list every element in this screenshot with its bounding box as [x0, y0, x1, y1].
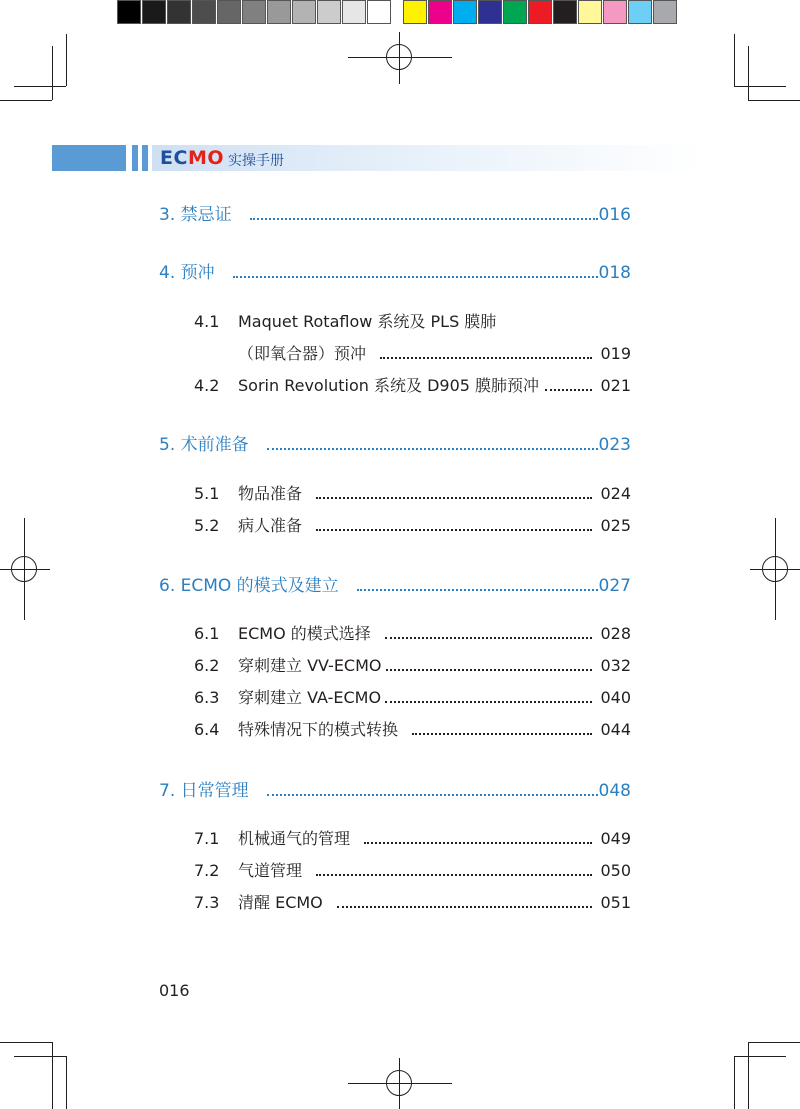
color-swatch: [528, 0, 552, 24]
toc-entry-7-3[interactable]: 7.3 清醒 ECMO 051: [194, 893, 631, 912]
gray-swatch: [167, 0, 191, 24]
toc-entry-4-2[interactable]: 4.2 Sorin Revolution 系统及 D905 膜肺预冲 021: [194, 376, 631, 395]
color-swatch: [478, 0, 502, 24]
color-swatch: [553, 0, 577, 24]
color-swatch: [603, 0, 627, 24]
gray-swatch: [292, 0, 316, 24]
toc-entry-7-2[interactable]: 7.2 气道管理 050: [194, 861, 631, 880]
toc-entry-5-2[interactable]: 5.2 病人准备 025: [194, 516, 631, 535]
toc-entry-section-5[interactable]: 5. 术前准备 023: [159, 435, 631, 455]
gray-swatch: [267, 0, 291, 24]
toc-entry-4-1-continued[interactable]: （即氧合器）预冲 019: [238, 344, 631, 363]
toc-entry-section-6[interactable]: 6. ECMO 的模式及建立 027: [159, 576, 631, 596]
color-swatch: [503, 0, 527, 24]
toc-entry-6-4[interactable]: 6.4 特殊情况下的模式转换 044: [194, 720, 631, 739]
gray-swatch: [117, 0, 141, 24]
toc-entry-section-7[interactable]: 7. 日常管理 048: [159, 781, 631, 801]
header-bar-stripe: [132, 145, 138, 171]
toc-entry-section-4[interactable]: 4. 预冲 018: [159, 263, 631, 283]
header-bar-stripe: [142, 145, 148, 171]
color-swatch: [578, 0, 602, 24]
toc-entry-6-3[interactable]: 6.3 穿刺建立 VA-ECMO 040: [194, 688, 631, 707]
toc-entry-7-1[interactable]: 7.1 机械通气的管理 049: [194, 829, 631, 848]
print-color-bar: [117, 0, 678, 26]
toc-entry-section-3[interactable]: 3. 禁忌证 016: [159, 205, 631, 225]
header-bar-block: [52, 145, 126, 171]
color-swatch: [403, 0, 427, 24]
page-number: 016: [159, 981, 190, 1000]
toc-entry-4-1[interactable]: 4.1 Maquet Rotaflow 系统及 PLS 膜肺: [194, 312, 497, 331]
gray-swatch: [217, 0, 241, 24]
gray-swatch: [317, 0, 341, 24]
color-swatch: [428, 0, 452, 24]
color-swatch: [628, 0, 652, 24]
color-swatch: [653, 0, 677, 24]
color-swatch: [453, 0, 477, 24]
toc-entry-6-2[interactable]: 6.2 穿刺建立 VV-ECMO 032: [194, 656, 631, 675]
ecmo-logo: ECMO: [160, 147, 224, 169]
toc-entry-6-1[interactable]: 6.1 ECMO 的模式选择 028: [194, 624, 631, 643]
gray-swatch: [342, 0, 366, 24]
gray-swatch: [242, 0, 266, 24]
gray-swatch: [367, 0, 391, 24]
running-header: [52, 145, 702, 171]
gray-swatch: [192, 0, 216, 24]
toc-entry-5-1[interactable]: 5.1 物品准备 024: [194, 484, 631, 503]
book-subtitle: 实操手册: [228, 153, 284, 169]
gray-swatch: [142, 0, 166, 24]
